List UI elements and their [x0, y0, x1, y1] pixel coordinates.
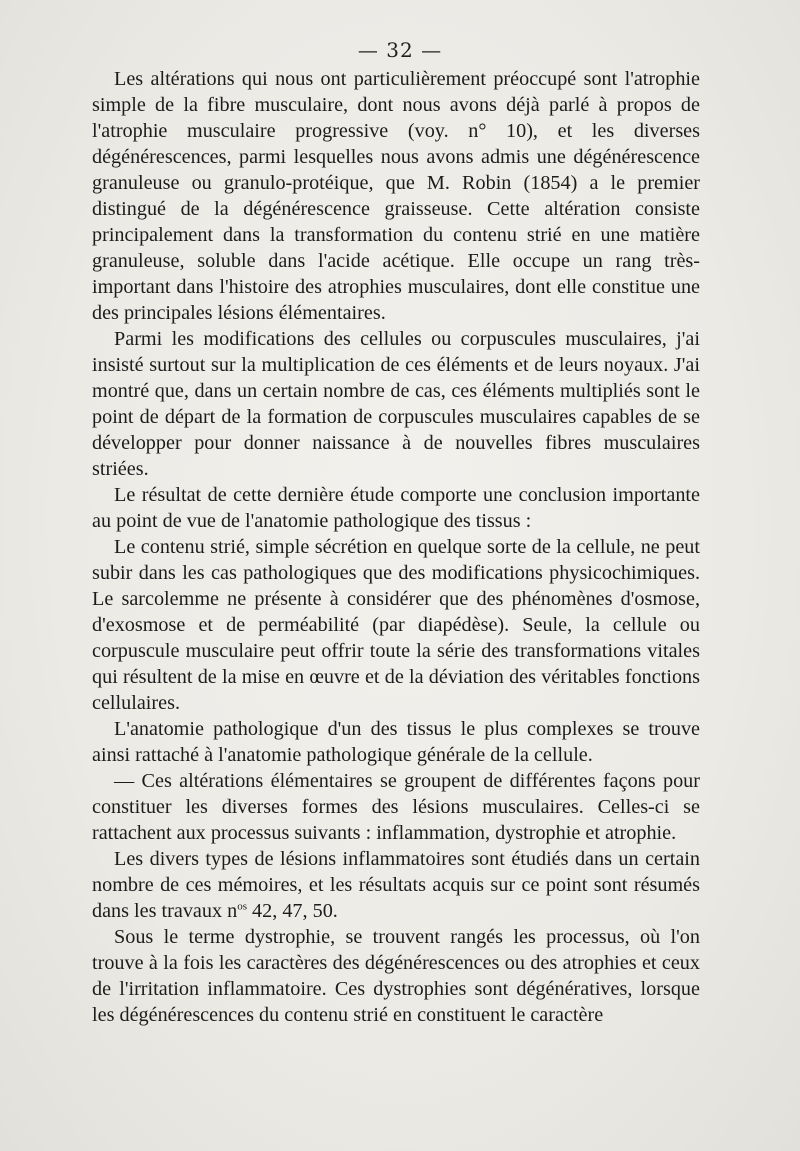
paragraph-6: — Ces altérations élémentaires se groupent de différentes façons pour constituer les diverses formes des lésions musculaires. Celles-ci se rattachent aux processus suivants : inflammation, dystrophie et atrophie. — [92, 770, 700, 844]
paragraph-7 — [92, 846, 700, 924]
paragraph-7-superscript: os — [237, 900, 247, 913]
paragraph-7-text-after: 42, 47, 50. — [246, 900, 338, 922]
body-text — [92, 66, 700, 1028]
paragraph-3: Le résultat de cette dernière étude comporte une conclusion importante au point de vue de l'anatomie pathologique des tissus : — [92, 484, 700, 532]
paragraph-7-text-before: Les divers types de lésions inflammatoires sont étudiés dans un certain nombre de ces mémoires, et les résultats acquis sur ce point sont résumés dans les travaux n — [92, 848, 700, 922]
paragraph-1: Les altérations qui nous ont particulièrement préoccupé sont l'atrophie simple de la fibre musculaire, dont nous avons déjà parlé à propos de l'atrophie musculaire progressive (voy. n° 10), et les diverses dégénérescences, parmi lesquelles nous avons admis une dégénérescence granuleuse ou granulo-protéique, que M. Robin (1854) a le premier distingué de la dégénérescence graisseuse. Cette altération consiste principalement dans la transformation du contenu strié en une matière granuleuse, soluble dans l'acide acétique. Elle occupe un rang très-important dans l'histoire des atrophies musculaires, dont elle constitue une des principales lésions élémentaires. — [92, 68, 700, 324]
paragraph-2: Parmi les modifications des cellules ou corpuscules musculaires, j'ai insisté surtout sur la multiplication de ces éléments et de leurs noyaux. J'ai montré que, dans un certain nombre de cas, ces éléments multipliés sont le point de départ de la formation de corpuscules musculaires capables de se développer pour donner naissance à de nouvelles fibres musculaires striées. — [92, 328, 700, 480]
paragraph-4: Le contenu strié, simple sécrétion en quelque sorte de la cellule, ne peut subir dans les cas pathologiques que des modifications physicochimiques. Le sarcolemme ne présente à considérer que des phénomènes d'osmose, d'exosmose et de perméabilité (par diapédèse). Seule, la cellule ou corpuscule musculaire peut offrir toute la série des transformations vitales qui résultent de la mise en œuvre et de la déviation des véritables fonctions cellulaires. — [92, 536, 700, 714]
paragraph-8: Sous le terme dystrophie, se trouvent rangés les processus, où l'on trouve à la fois les caractères des dégénérescences ou des atrophies et ceux de l'irritation inflammatoire. Ces dystrophies sont dégénératives, lorsque les dégénérescences du contenu strié en constituent le caractère — [92, 926, 700, 1026]
paragraph-5: L'anatomie pathologique d'un des tissus le plus complexes se trouve ainsi rattaché à l'anatomie pathologique générale de la cellule. — [92, 718, 700, 766]
page-number: — 32 — — [357, 38, 443, 62]
